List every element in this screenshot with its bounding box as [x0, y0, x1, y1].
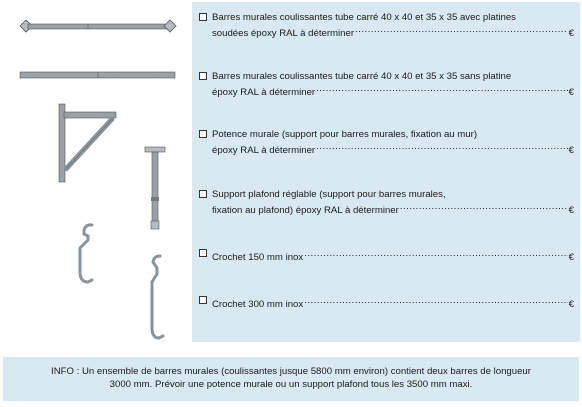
- product-label-cont: époxy RAL à déterminer: [212, 87, 316, 98]
- bar-with-plates-image: [18, 14, 178, 42]
- bar-without-plates-image: [18, 66, 178, 86]
- product-label-cont: fixation au plafond) époxy RAL à déterminer: [212, 205, 399, 216]
- currency-symbol: €: [568, 205, 574, 216]
- wall-bracket-image: [56, 102, 122, 184]
- product-label: Barres murales coulissantes tube carré 40 x 40 et 35 x 35 sans platine: [212, 71, 512, 82]
- product-label-cont: soudées époxy RAL à déterminer: [212, 28, 355, 39]
- checkbox-ceiling-support[interactable]: [199, 190, 207, 198]
- info-box: [3, 357, 579, 401]
- product-label: Potence murale (support pour barres murales, fixation au mur): [212, 129, 478, 140]
- order-panel: [192, 2, 580, 342]
- currency-symbol: €: [568, 28, 574, 39]
- product-item-bars-without-plates: [199, 71, 574, 99]
- currency-symbol: €: [568, 252, 574, 263]
- product-item-hook-300: [199, 295, 574, 311]
- product-item-ceiling-support: [199, 189, 574, 217]
- dotted-leader: [355, 24, 568, 36]
- product-item-wall-bracket: [199, 129, 574, 157]
- hook-150-image: [74, 222, 102, 290]
- ceiling-support-image: [140, 145, 170, 235]
- product-label: Support plafond réglable (support pour barres murales,: [212, 189, 446, 200]
- checkbox-wall-bracket[interactable]: [199, 130, 207, 138]
- product-label-cont: époxy RAL à déterminer: [212, 145, 316, 156]
- info-text-line2: 3000 mm. Prévoir une potence murale ou un support plafond tous les 3500 mm maxi.: [109, 379, 473, 390]
- currency-symbol: €: [568, 299, 574, 310]
- checkbox-bars-with-plates[interactable]: [199, 13, 207, 21]
- currency-symbol: €: [568, 145, 574, 156]
- checkbox-hook-150[interactable]: [199, 249, 207, 257]
- product-item-hook-150: [199, 248, 574, 264]
- product-label: Barres murales coulissantes tube carré 40 x 40 et 35 x 35 avec platines: [212, 12, 516, 23]
- hook-300-image: [144, 252, 172, 344]
- product-label: Crochet 150 mm inox: [212, 252, 304, 263]
- product-images: [0, 0, 192, 345]
- checkbox-bars-without-plates[interactable]: [199, 72, 207, 80]
- dotted-leader: [400, 201, 568, 213]
- product-label: Crochet 300 mm inox: [212, 299, 304, 310]
- dotted-leader: [316, 83, 568, 95]
- checkbox-hook-300[interactable]: [199, 296, 207, 304]
- info-text-line1: INFO : Un ensemble de barres murales (coulissantes jusque 5800 mm environ) contient deux barres de longueur: [51, 366, 531, 377]
- currency-symbol: €: [568, 87, 574, 98]
- dotted-leader: [304, 295, 567, 307]
- product-item-bars-with-plates: [199, 12, 574, 40]
- dotted-leader: [304, 248, 567, 260]
- dotted-leader: [316, 141, 568, 153]
